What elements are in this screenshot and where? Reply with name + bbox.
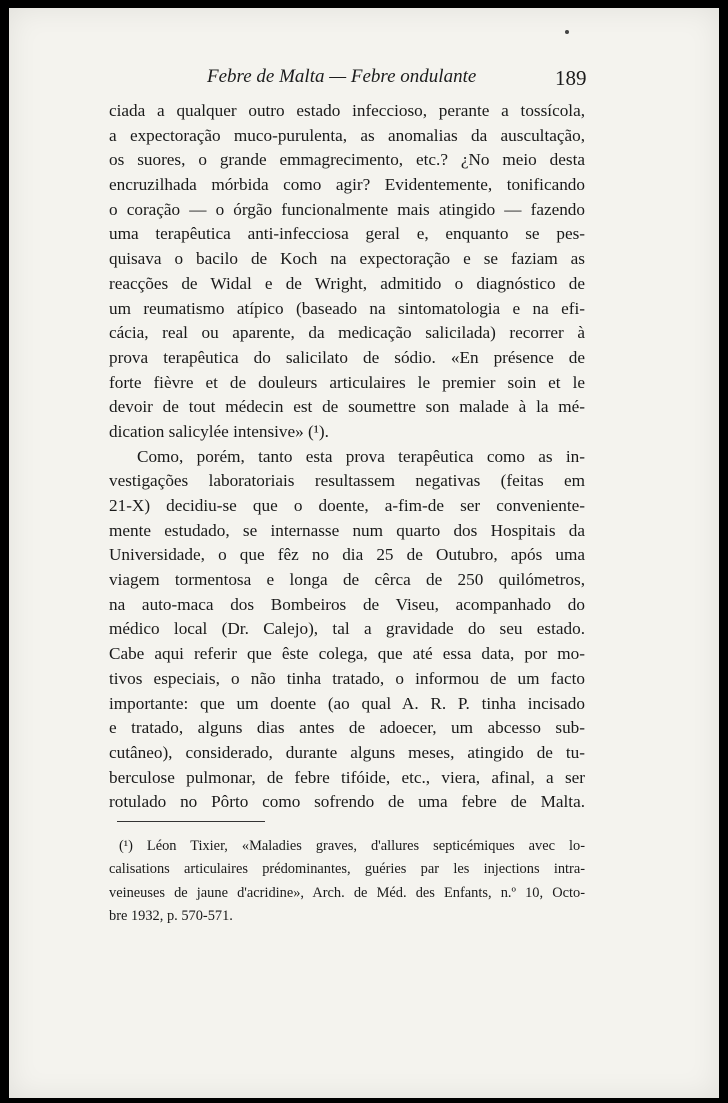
body-line: devoir de tout médecin est de soumettre son malade à la mé- [109,397,585,417]
body-line: vestigações laboratoriais resultassem negativas (feitas em [109,471,585,491]
running-title: Febre de Malta — Febre ondulante [207,66,477,87]
body-line: tivos especiais, o não tinha tratado, o informou de um facto [109,668,585,688]
body-line: mente estudado, se internasse num quarto dos Hospitais da [109,520,585,540]
body-line: cácia, real ou aparente, da medicação salicilada) recorrer à [109,323,585,343]
page-header [9,66,719,96]
body-line: berculose pulmonar, de febre tifóide, etc., viera, afinal, a ser [109,767,585,787]
body-line: importante: que um doente (ao qual A. R. P. tinha incisado [109,693,585,713]
ink-speck [565,30,569,34]
body-line: dication salicylée intensive» (¹). [109,421,329,441]
footnote-rule [117,821,265,822]
body-line: na auto-maca dos Bombeiros de Viseu, acompanhado do [109,594,585,614]
page-number: 189 [555,66,587,90]
body-line: o coração — o órgão funcionalmente mais atingido — fazendo [109,199,585,219]
body-line: Universidade, o que fêz no dia 25 de Outubro, após uma [109,545,585,565]
body-line: viagem tormentosa e longa de cêrca de 250 quilómetros, [109,570,585,590]
body-line: um reumatismo atípico (baseado na sintomatologia e na efi- [109,298,585,318]
body-line: reacções de Widal e de Wright, admitido o diagnóstico de [109,273,585,293]
body-line: quisava o bacilo de Koch na expectoração e se faziam as [109,249,585,269]
body-line: Cabe aqui referir que êste colega, que até essa data, por mo- [109,644,585,664]
body-line: Como, porém, tanto esta prova terapêutica como as in- [137,446,585,466]
body-line: uma terapêutica anti-infecciosa geral e, enquanto se pes- [109,224,585,244]
body-line: os suores, o grande emmagrecimento, etc.? ¿No meio desta [109,150,585,170]
footnote-line: bre 1932, p. 570-571. [109,907,233,924]
footnote-line: calisations articulaires prédominantes, guéries par les injections intra- [109,861,585,878]
body-line: rotulado no Pôrto como sofrendo de uma febre de Malta. [109,792,585,812]
body-line: cutâneo), considerado, durante alguns meses, atingido de tu- [109,742,585,762]
body-line: ciada a qualquer outro estado infeccioso, perante a tossícola, [109,101,585,120]
body-line: encruzilhada mórbida como agir? Evidentemente, tonificando [109,175,585,195]
footnote [109,835,585,928]
footnote-line: veineuses de jaune d'acridine», Arch. de Méd. des Enfants, n.º 10, Octo- [109,884,585,901]
body-line: a expectoração muco-purulenta, as anomalias da auscultação, [109,125,585,145]
footnote-line: (¹) Léon Tixier, «Maladies graves, d'allures septicémiques avec lo- [119,838,585,854]
body-line: forte fièvre et de douleurs articulaires le premier soin et le [109,372,585,392]
body-text [109,99,585,815]
book-page [9,8,719,1098]
body-line: 21-X) decidiu-se que o doente, a-fim-de ser conveniente- [109,496,585,515]
body-line: e tratado, alguns dias antes de adoecer, um abcesso sub- [109,718,585,738]
body-line: médico local (Dr. Calejo), tal a gravidade do seu estado. [109,619,585,639]
body-line: prova terapêutica do salicilato de sódio. «En présence de [109,347,585,367]
